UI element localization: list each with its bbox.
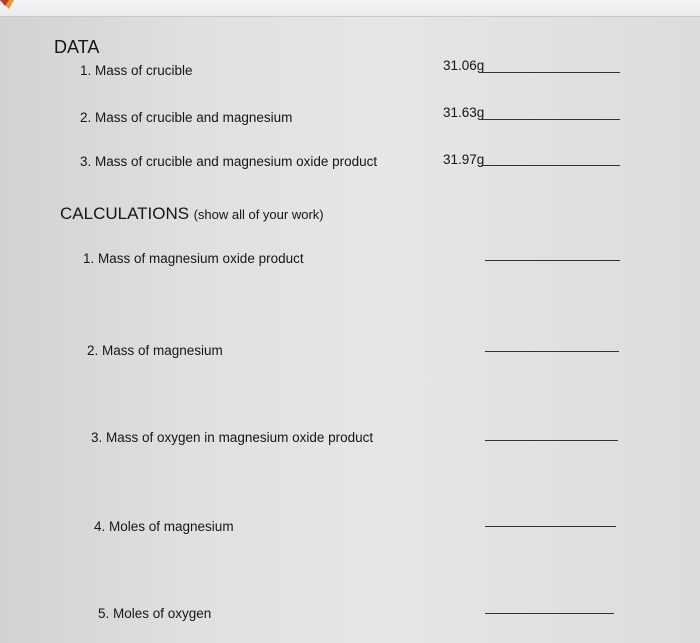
answer-line bbox=[485, 440, 618, 441]
data-item-label: 2. Mass of crucible and magnesium bbox=[80, 110, 293, 125]
data-heading: DATA bbox=[54, 37, 100, 57]
calculation-item-label: 5. Moles of oxygen bbox=[98, 606, 212, 621]
calculation-item-label: 1. Mass of magnesium oxide product bbox=[83, 251, 304, 266]
answer-line bbox=[485, 260, 620, 261]
answer-line bbox=[481, 119, 620, 120]
answer-line bbox=[485, 526, 616, 527]
answer-line bbox=[481, 72, 620, 73]
calculation-item-label: 4. Moles of magnesium bbox=[94, 519, 234, 534]
calculation-item-label: 3. Mass of oxygen in magnesium oxide product bbox=[91, 430, 374, 445]
calculations-heading bbox=[60, 204, 324, 224]
data-item-value: 31.06g bbox=[443, 58, 485, 73]
answer-line bbox=[485, 613, 614, 614]
data-item-value: 31.97g bbox=[443, 152, 485, 167]
data-item-label: 3. Mass of crucible and magnesium oxide product bbox=[80, 154, 378, 169]
data-item-label: 1. Mass of crucible bbox=[80, 63, 193, 78]
answer-line bbox=[485, 351, 619, 352]
calculations-note: (show all of your work) bbox=[193, 207, 324, 222]
data-item-value: 31.63g bbox=[443, 105, 485, 120]
page-corner-mark bbox=[0, 0, 16, 10]
page-top-edge bbox=[0, 0, 700, 17]
answer-line bbox=[481, 165, 620, 166]
calculation-item-label: 2. Mass of magnesium bbox=[87, 343, 223, 358]
calculations-title: CALCULATIONS bbox=[60, 204, 190, 223]
